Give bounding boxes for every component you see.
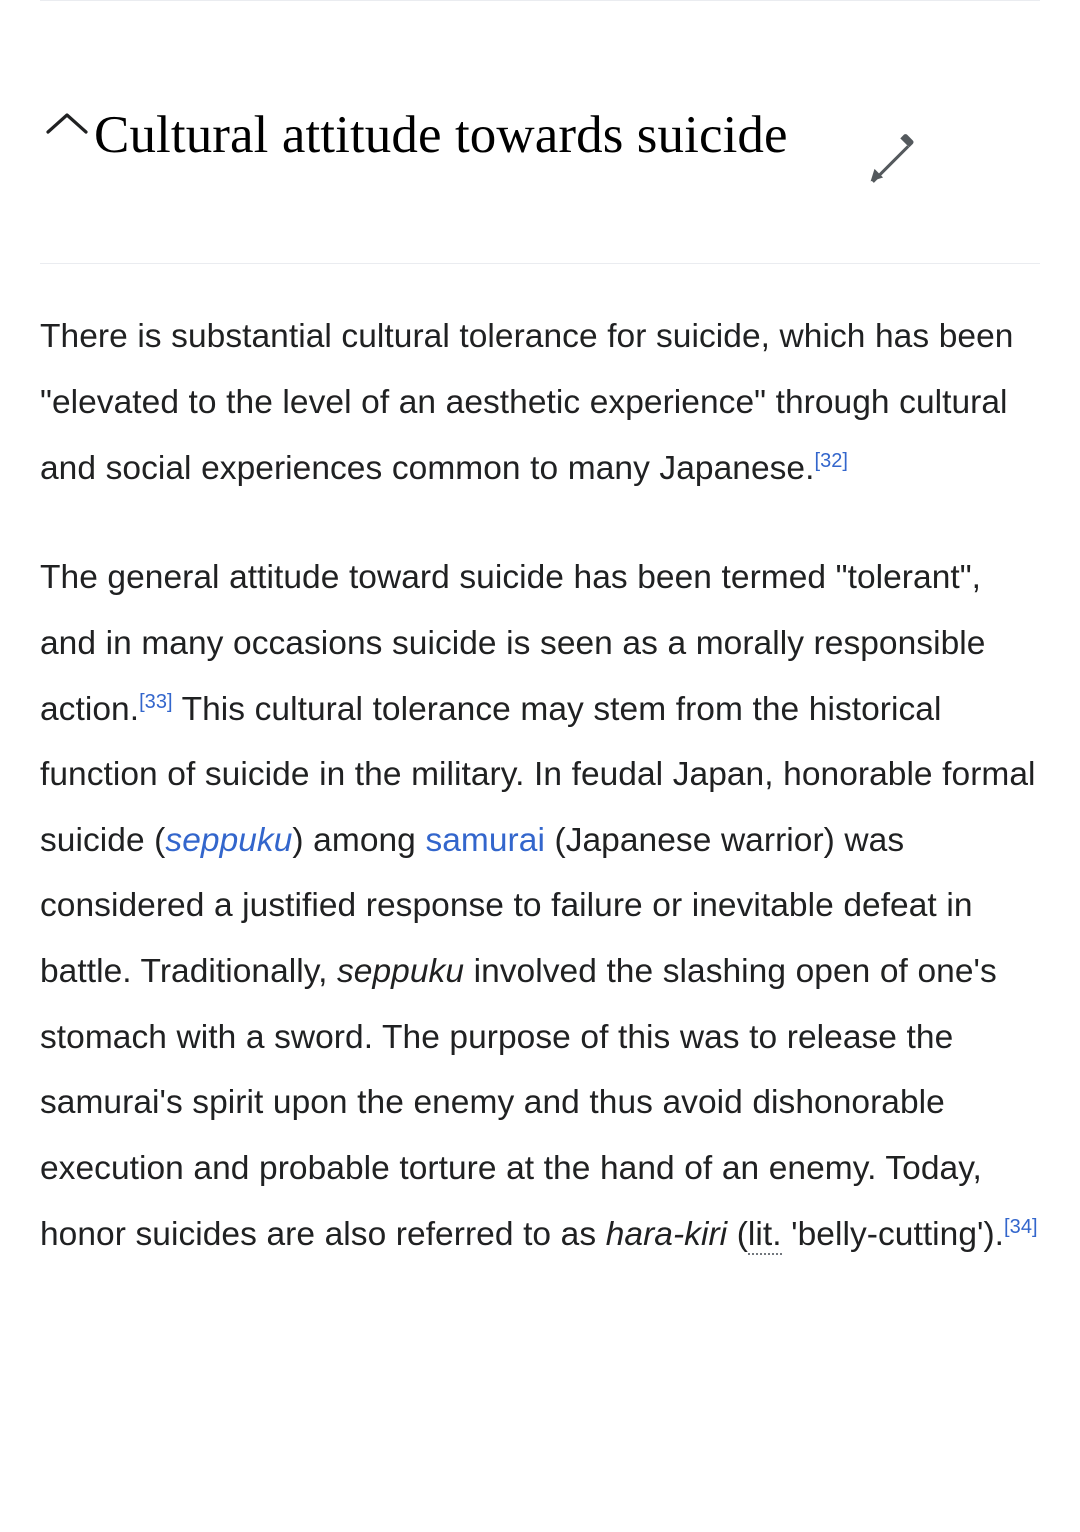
pencil-icon [868, 132, 920, 189]
section-collapse-toggle[interactable] [40, 54, 94, 136]
italic-hara-kiri: hara-kiri [605, 1215, 728, 1253]
chevron-up-icon [45, 110, 89, 136]
paragraph-1 [40, 304, 1040, 501]
reference-34[interactable] [1004, 1216, 1038, 1238]
reference-34-link[interactable]: [34] [1004, 1215, 1038, 1238]
paragraph-2-segment-7: 'belly-cutting'). [781, 1215, 1005, 1253]
italic-seppuku: seppuku [337, 953, 465, 991]
reference-33[interactable] [139, 690, 173, 712]
link-seppuku[interactable] [165, 822, 292, 859]
article-body [0, 304, 1080, 1267]
link-samurai[interactable]: samurai [425, 821, 545, 859]
paragraph-2-segment-2: This cultural tolerance may stem from the historical function of suicide in the military. In feudal Japan, honorable formal suicide ( [40, 690, 1036, 859]
reference-33-link[interactable]: [33] [139, 690, 173, 713]
link-seppuku-label: seppuku [165, 821, 293, 859]
section-header [0, 0, 1080, 217]
section-divider [40, 263, 1040, 264]
paragraph-1-text: There is substantial cultural tolerance for suicide, which has been "elevated to the level of an aesthetic experience" through cultural and social experiences common to many Japanese. [40, 318, 1014, 487]
reference-32-link[interactable]: [32] [814, 449, 849, 472]
edit-section-button[interactable] [864, 54, 924, 189]
reference-32[interactable] [814, 449, 848, 471]
paragraph-2-segment-1: The general attitude toward suicide has been termed "tolerant", and in many occasions suicide is seen as a morally responsible action. [40, 559, 986, 728]
paragraph-2-segment-4: (Japanese warrior) was considered a justified response to failure or inevitable defeat in battle. Traditionally, [40, 821, 973, 991]
paragraph-2-segment-3: ) among [292, 821, 426, 859]
paragraph-2-segment-5: involved the slashing open of one's stomach with a sword. The purpose of this was to release the samurai's spirit upon the enemy and thus avoid dishonorable execution and probable torture at the hand of an enemy. Today, honor suicides are also referred to as [40, 953, 997, 1253]
paragraph-2 [40, 545, 1040, 1267]
section-title: Cultural attitude towards suicide [94, 105, 788, 164]
paragraph-2-segment-6: ( [727, 1215, 748, 1253]
lit-abbreviation[interactable]: lit. [747, 1215, 782, 1253]
